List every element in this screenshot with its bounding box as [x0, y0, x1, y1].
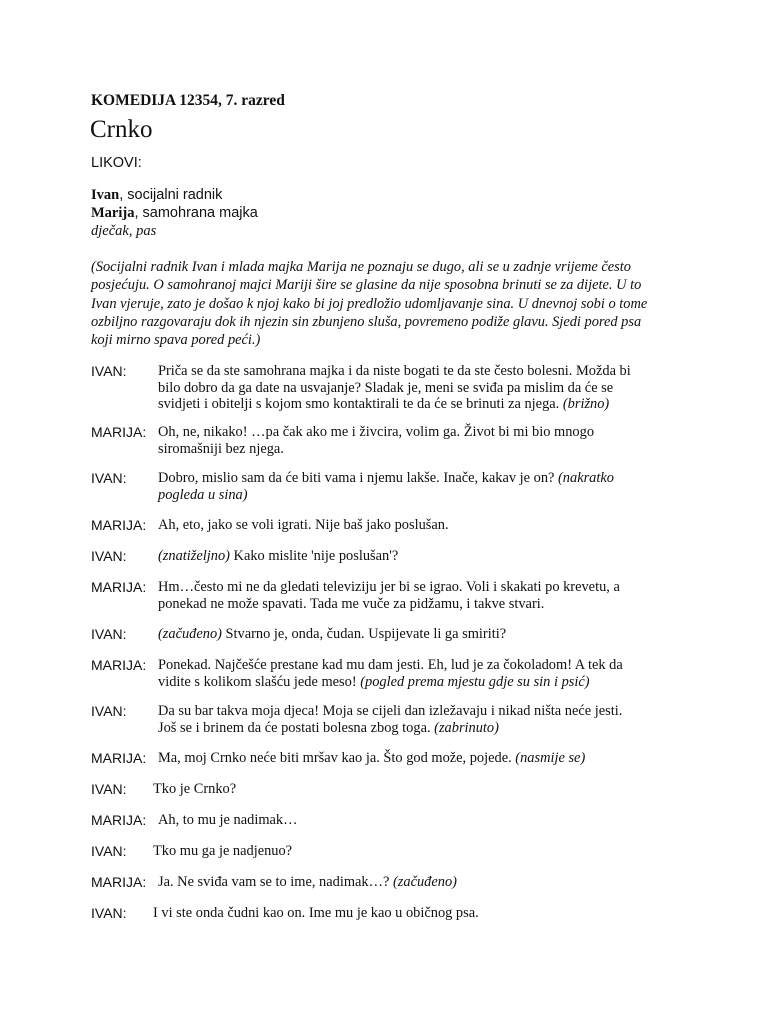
speech-line-text: bilo dobro da ga date na usvajanje? Sladak je, meni se sviđa pa mislim da će se: [158, 379, 614, 396]
speech-line-text: I vi ste onda čudni kao on. Ime mu je kao u običnog psa.: [153, 905, 479, 921]
speech-line: [158, 441, 688, 458]
speech-line: [158, 380, 688, 397]
stage-direction: (brižno): [562, 396, 610, 412]
speech-line: [158, 750, 688, 767]
speech-line: [158, 424, 688, 441]
speech-text: [153, 905, 683, 922]
speech-line-text: Hm…često mi ne da gledati televiziju jer bi se igrao. Voli i skakati po krevetu, a: [158, 579, 620, 595]
speech-text: [158, 517, 688, 534]
cast-entry-marija: [91, 204, 651, 222]
cast-description: dječak, pas: [91, 223, 157, 239]
speech-line: [158, 812, 688, 829]
speech-line: [158, 363, 688, 380]
speech-line-text: Ah, to mu je nadimak…: [158, 812, 298, 828]
speech-text: [153, 781, 683, 798]
speech-line: [158, 874, 688, 891]
speech-line: [158, 396, 688, 413]
speech-text: [158, 626, 688, 643]
speech-text: [158, 363, 688, 413]
speech-line-text: Priča se da ste samohrana majka i da niste bogati te da ste često bolesni. Možda bi: [158, 363, 631, 379]
speech-text: [158, 548, 688, 565]
speaker-name: IVAN:: [91, 363, 127, 379]
speaker-name: IVAN:: [91, 781, 127, 797]
speech-line: [158, 487, 688, 504]
speech-line-text: Ah, eto, jako se voli igrati. Nije baš jako poslušan.: [158, 517, 449, 533]
speech-text: [158, 424, 688, 457]
speaker-name: MARIJA:: [91, 517, 147, 533]
speech-line-text: Kako mislite 'nije poslušan'?: [229, 548, 399, 564]
cast-heading: LIKOVI:: [91, 155, 142, 171]
speaker-name: IVAN:: [91, 626, 127, 642]
intro-line: ozbiljno razgovaraju dok ih njezin sin zbunjeno sluša, povremeno podiže glavu. Sjedi pored psa: [91, 313, 642, 330]
speech-line-text: Ma, moj Crnko neće biti mršav kao ja. Što god može, pojede.: [158, 750, 516, 766]
speech-line: [158, 674, 688, 691]
cast-name: Ivan: [91, 187, 120, 203]
stage-direction: (nakratko: [558, 470, 614, 486]
speech-text: [158, 470, 688, 503]
speech-line-text: Ponekad. Najčešće prestane kad mu dam jesti. Eh, lud je za čokoladom! A tek da: [158, 657, 623, 673]
speech-line: [158, 626, 688, 643]
cast-entry-others: [91, 222, 651, 240]
stage-direction: (znatiželjno): [158, 548, 230, 564]
speaker-name: IVAN:: [91, 843, 127, 859]
speaker-name: MARIJA:: [91, 579, 147, 595]
speech-line-text: Tko mu ga je nadjenuo?: [153, 843, 293, 859]
speaker-name: IVAN:: [91, 703, 127, 719]
speech-line: [153, 843, 683, 860]
cast-description: , socijalni radnik: [119, 187, 223, 203]
speech-line: [158, 517, 688, 534]
document-header: KOMEDIJA 12354, 7. razred: [91, 92, 285, 109]
stage-directions-intro: [91, 258, 691, 349]
speech-line-text: Stvarno je, onda, čudan. Uspijevate li ga smiriti?: [221, 626, 507, 642]
speech-text: [158, 750, 688, 767]
speech-text: [158, 657, 688, 690]
speaker-name: MARIJA:: [91, 750, 147, 766]
intro-line: (Socijalni radnik Ivan i mlada majka Marija ne poznaju se dugo, ali se u zadnje vrijeme često: [91, 259, 631, 275]
speech-line-text: Još se i brinem da će postati bolesna zbog toga.: [158, 719, 435, 736]
stage-direction: (začuđeno): [158, 626, 222, 642]
speech-line: [158, 548, 688, 565]
speech-line: [158, 596, 688, 613]
speech-line-text: Da su bar takva moja djeca! Moja se cijeli dan izležavaju i nikad ništa neće jesti.: [158, 703, 623, 719]
speech-line: [153, 905, 683, 922]
stage-direction: (nasmije se): [515, 750, 586, 766]
speaker-name: MARIJA:: [91, 657, 147, 673]
cast-entry-ivan: [91, 186, 651, 204]
speech-text: [158, 874, 688, 891]
cast-name: Marija: [91, 205, 135, 221]
stage-direction: (začuđeno): [393, 874, 457, 890]
speech-line-text: Dobro, mislio sam da će biti vama i njemu lakše. Inače, kakav je on?: [158, 470, 559, 486]
speech-text: [153, 843, 683, 860]
speech-line: [158, 657, 688, 674]
speech-line-text: ponekad ne može spavati. Tada me vuče za pidžamu, i takve stvari.: [158, 595, 545, 612]
intro-line: koji mirno spava pored peći.): [91, 332, 261, 349]
speech-line: [158, 720, 688, 737]
speaker-name: IVAN:: [91, 548, 127, 564]
speech-line-text: siromašniji bez njega.: [158, 440, 284, 457]
speech-line: [158, 470, 688, 487]
speech-line: [153, 781, 683, 798]
speaker-name: MARIJA:: [91, 424, 147, 440]
speech-line-text: vidite s kolikom slašću jede meso!: [158, 673, 361, 690]
intro-line: posjećuju. O samohranoj majci Mariji šire se glasine da nije sposobna brinuti se za dijete. U to: [91, 277, 642, 294]
speech-line-text: svidjeti i obitelji s kojom smo kontaktirali te da će se brinuti za njega.: [158, 396, 563, 412]
speech-text: [158, 812, 688, 829]
speech-line: [158, 579, 688, 596]
speaker-name: IVAN:: [91, 905, 127, 921]
speech-line-text: Tko je Crnko?: [153, 781, 237, 797]
speaker-name: MARIJA:: [91, 812, 147, 828]
speaker-name: IVAN:: [91, 470, 127, 486]
speech-line: [158, 703, 688, 720]
speaker-name: MARIJA:: [91, 874, 147, 890]
speech-text: [158, 703, 688, 736]
intro-line: Ivan vjeruje, zato je došao k njoj kako bi joj predložio udomljavanje sina. U dnevnoj sobi o tome: [91, 295, 648, 312]
cast-list: [91, 186, 651, 240]
speech-line-text: Oh, ne, nikako! …pa čak ako me i živcira, volim ga. Život bi mi bio mnogo: [158, 424, 595, 440]
speech-text: [158, 579, 688, 612]
cast-description: , samohrana majka: [134, 205, 258, 221]
speech-line-text: Ja. Ne sviđa vam se to ime, nadimak…?: [158, 874, 393, 890]
stage-direction: pogleda u sina): [158, 486, 248, 503]
play-title: Crnko: [90, 116, 153, 143]
stage-direction: (zabrinuto): [434, 719, 499, 736]
stage-direction: (pogled prema mjestu gdje su sin i psić): [360, 673, 590, 690]
